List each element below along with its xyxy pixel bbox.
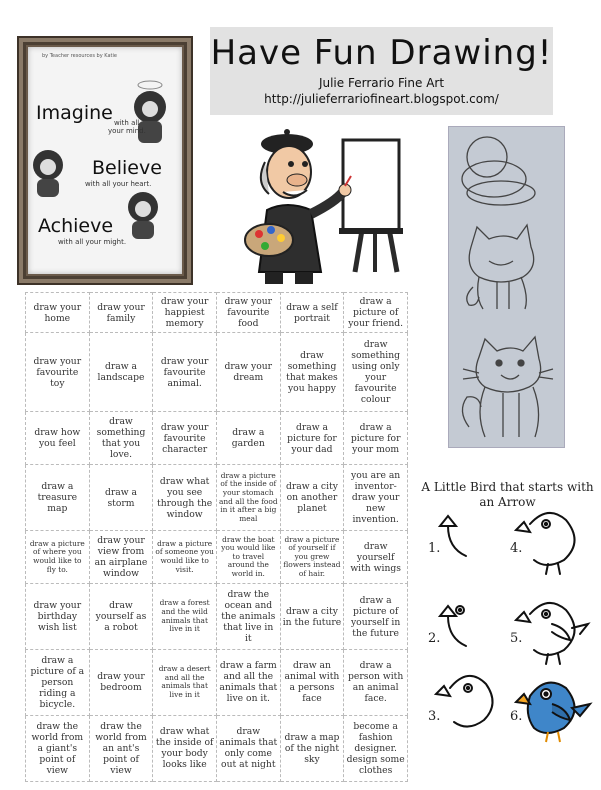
bird-tutorial-title: A Little Bird that starts with an Arrow <box>421 480 594 509</box>
prompt-cell: draw your home <box>26 293 90 333</box>
prompt-cell: draw what you see through the window <box>153 465 217 531</box>
poster-imagine: Imagine <box>36 102 113 124</box>
poster-paper <box>28 47 182 274</box>
artist-figure <box>245 129 351 284</box>
poster-believe-sub: with all your heart. <box>85 180 152 188</box>
prompt-cell: draw a desert and all the animals that live in it <box>153 650 217 716</box>
prompt-cell: draw a farm and all the animals that live on it. <box>216 650 280 716</box>
prompt-cell: draw yourself as a robot <box>89 584 153 650</box>
prompt-cell: draw your family <box>89 293 153 333</box>
prompt-cell: draw a map of the night sky <box>280 715 344 781</box>
easel-icon <box>339 140 403 272</box>
prompt-cell: draw a treasure map <box>26 465 90 531</box>
prompt-cell: draw your view from an airplane window <box>89 531 153 584</box>
prompt-cell: draw what the inside of your body looks like <box>153 715 217 781</box>
prompt-cell: you are an inventor- draw your new invention. <box>344 465 408 531</box>
prompt-cell: draw the world from an ant's point of view <box>89 715 153 781</box>
grid-row <box>26 412 408 465</box>
prompt-cell: draw the boat you would like to travel around the world in. <box>216 531 280 584</box>
bird-drawing-steps <box>420 508 595 748</box>
bird-step-2-label: 2. <box>428 631 441 646</box>
prompt-cell: draw a picture of where you would like to fly to. <box>26 531 90 584</box>
prompt-cell: draw a city on another planet <box>280 465 344 531</box>
prompt-cell: draw an animal with a persons face <box>280 650 344 716</box>
prompt-cell: draw a picture of someone you would like to visit. <box>153 531 217 584</box>
prompt-cell: draw a picture of yourself if you grew flowers instead of hair. <box>280 531 344 584</box>
poster-believe: Believe <box>92 157 162 179</box>
prompt-cell: draw a forest and the wild animals that live in it <box>153 584 217 650</box>
grid-row <box>26 465 408 531</box>
prompt-cell: draw your bedroom <box>89 650 153 716</box>
prompt-cell: draw a picture for your dad <box>280 412 344 465</box>
prompt-cell: draw a picture of a person riding a bicycle. <box>26 650 90 716</box>
prompt-cell: draw a picture of your friend. <box>344 293 408 333</box>
prompt-cell: draw something that makes you happy <box>280 333 344 412</box>
drawing-prompts-grid <box>25 292 408 782</box>
blog-url: http://julieferrariofineart.blogspot.com/ <box>264 92 499 106</box>
prompt-cell: draw animals that only come out at night <box>216 715 280 781</box>
poster-credit: by Teacher resources by Katie <box>42 53 117 59</box>
bird-step-1-label: 1. <box>428 541 441 556</box>
prompt-cell: become a fashion designer. design some clothes <box>344 715 408 781</box>
prompt-cell: draw a person with an animal face. <box>344 650 408 716</box>
prompt-cell: draw your favourite toy <box>26 333 90 412</box>
grid-row <box>26 531 408 584</box>
grid-row <box>26 584 408 650</box>
motivational-poster <box>17 36 193 285</box>
poster-achieve-sub: with all your might. <box>58 238 127 246</box>
cat-steps-sketch <box>449 127 564 447</box>
prompt-cell: draw a city in the future <box>280 584 344 650</box>
grid-row <box>26 293 408 333</box>
prompt-cell: draw the ocean and the animals that live in it <box>216 584 280 650</box>
bird-step-4-label: 4. <box>510 541 523 556</box>
poster-imagine-sub-2: your mind. <box>108 127 146 135</box>
prompt-cell: draw your favourite animal. <box>153 333 217 412</box>
prompt-cell: draw a picture of the inside of your stomach and all the food in it after a big meal <box>216 465 280 531</box>
grid-row <box>26 333 408 412</box>
poster-achieve: Achieve <box>38 215 114 237</box>
prompt-cell: draw a picture for your mom <box>344 412 408 465</box>
prompt-cell: draw something that you love. <box>89 412 153 465</box>
artist-at-easel-illustration <box>225 122 425 290</box>
prompt-cell: draw how you feel <box>26 412 90 465</box>
prompt-cell: draw something using only your favourite colour <box>344 333 408 412</box>
prompt-cell: draw your birthday wish list <box>26 584 90 650</box>
prompt-cell: draw your favourite food <box>216 293 280 333</box>
title-banner <box>210 27 553 115</box>
prompt-cell: draw yourself with wings <box>344 531 408 584</box>
author-name: Julie Ferrario Fine Art <box>318 76 445 90</box>
prompt-cell: draw a self portrait <box>280 293 344 333</box>
blue-bird-icon <box>516 683 590 742</box>
poster-imagine-sub-1: with all <box>114 119 140 127</box>
cat-drawing-steps-photo <box>448 126 565 448</box>
prompt-cell: draw your dream <box>216 333 280 412</box>
prompt-cell: draw your happiest memory <box>153 293 217 333</box>
prompt-cell: draw a storm <box>89 465 153 531</box>
grid-row <box>26 650 408 716</box>
bird-step-5-label: 5. <box>510 631 523 646</box>
bird-step-6-label: 6. <box>510 709 523 724</box>
bird-step-3-label: 3. <box>428 709 441 724</box>
page-title: Have Fun Drawing! <box>210 33 553 73</box>
prompt-cell: draw a picture of yourself in the future <box>344 584 408 650</box>
grid-row <box>26 715 408 781</box>
prompt-cell: draw a garden <box>216 412 280 465</box>
prompt-cell: draw your favourite character <box>153 412 217 465</box>
prompt-cell: draw a landscape <box>89 333 153 412</box>
prompt-cell: draw the world from a giant's point of view <box>26 715 90 781</box>
